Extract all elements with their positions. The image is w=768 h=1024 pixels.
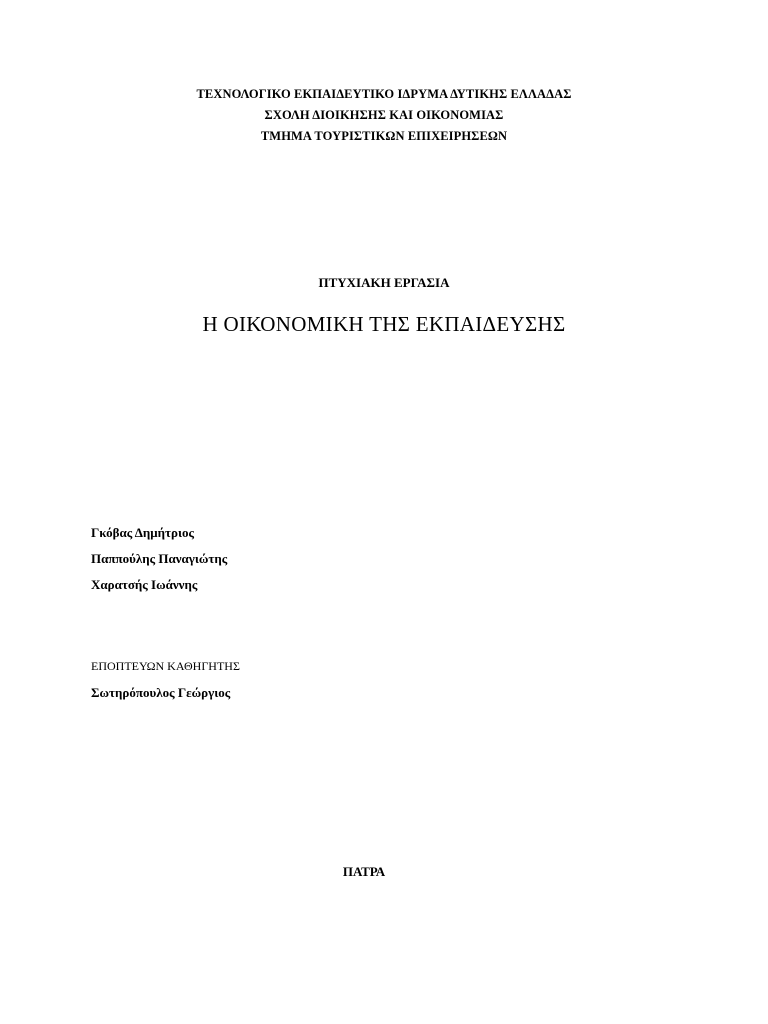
authors-list	[91, 520, 227, 598]
author-name: Χαρατσής Ιωάννης	[91, 577, 198, 592]
city-name: ΠΑΤΡΑ	[342, 864, 386, 879]
school-name: ΣΧΟΛΗ ΔΙΟΙΚΗΣΗΣ ΚΑΙ ΟΙΚΟΝΟΜΙΑΣ	[264, 108, 504, 122]
supervisor-block	[91, 656, 240, 703]
supervisor-label: ΕΠΟΠΤΕΥΩΝ ΚΑΘΗΓΗΤΗΣ	[91, 659, 240, 673]
thesis-type: ΠΤΥΧΙΑΚΗ ΕΡΓΑΣΙΑ	[318, 275, 450, 290]
supervisor-name: Σωτηρόπουλος Γεώργιος	[91, 685, 231, 700]
institution-header	[0, 84, 768, 147]
institution-name: ΤΕΧΝΟΛΟΓΙΚΟ ΕΚΠΑΙΔΕΥΤΙΚΟ ΙΔΡΥΜΑ ΔΥΤΙΚΗΣ ΕΛΛΑΔΑΣ	[196, 87, 572, 101]
author-name: Γκόβας Δημήτριος	[91, 525, 194, 540]
author-name: Παππούλης Παναγιώτης	[91, 551, 228, 566]
thesis-title: Η ΟΙΚΟΝΟΜΙΚΗ ΤΗΣ ΕΚΠΑΙΔΕΥΣΗΣ	[202, 312, 566, 336]
department-name: ΤΜΗΜΑ ΤΟΥΡΙΣΤΙΚΩΝ ΕΠΙΧΕΙΡΗΣΕΩΝ	[260, 129, 508, 143]
